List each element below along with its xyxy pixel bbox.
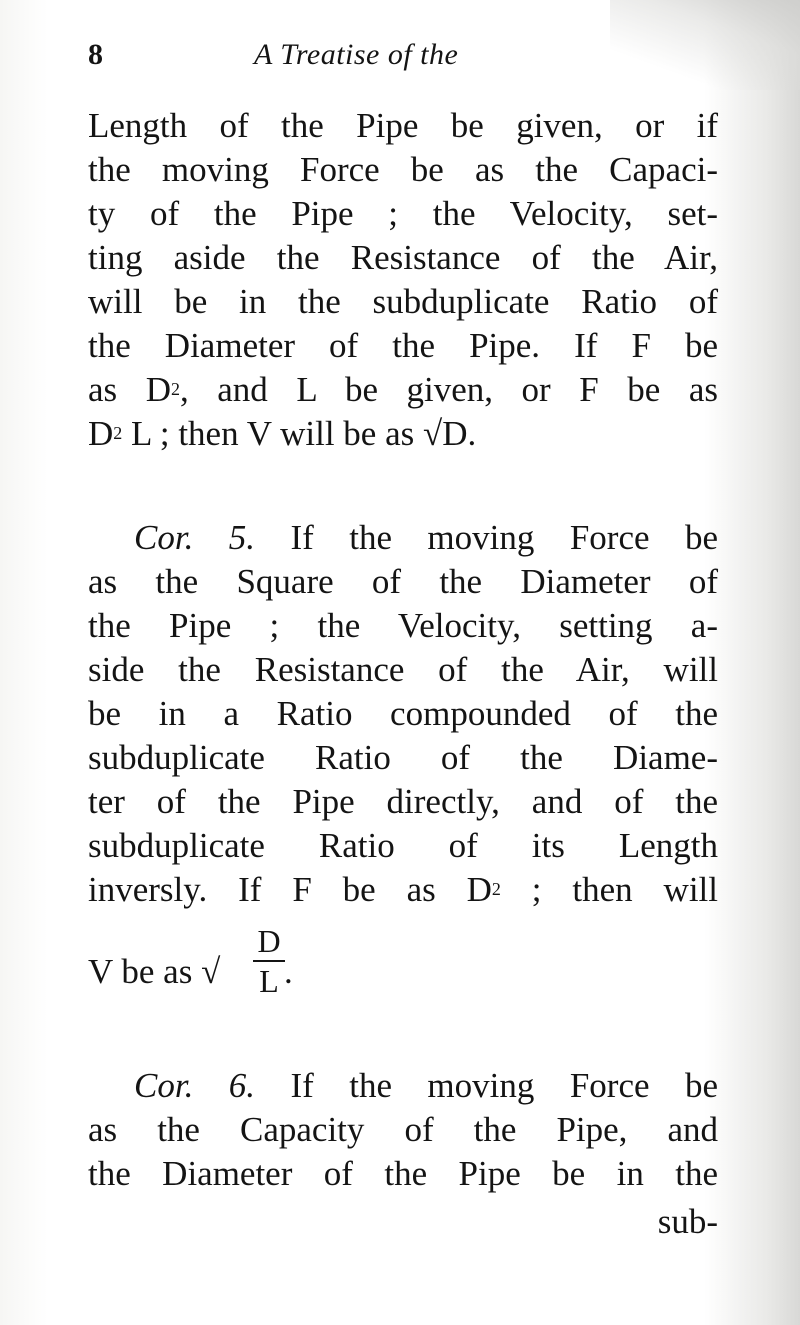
text-line: ting aside the Resistance of the Air, xyxy=(88,238,718,277)
superscript: 2 xyxy=(491,879,501,899)
page-number: 8 xyxy=(88,38,103,71)
text-line: Length of the Pipe be given, or if xyxy=(88,106,718,145)
text-segment: D xyxy=(88,414,114,453)
text-line: the moving Force be as the Capaci- xyxy=(88,150,718,189)
text-segment: as D xyxy=(88,370,171,409)
text-line: the Pipe ; the Velocity, setting a- xyxy=(88,606,718,645)
corollary-heading-line xyxy=(134,516,718,560)
text-line: as the Square of the Diameter of xyxy=(88,562,718,601)
formula-end: . xyxy=(284,952,293,991)
fraction-denominator: L xyxy=(259,963,279,999)
formula-lead: V be as √ xyxy=(88,952,221,991)
superscript: 2 xyxy=(170,379,180,399)
text-segment: If the moving Force be xyxy=(255,1066,718,1105)
text-line: as the Capacity of the Pipe, and xyxy=(88,1110,718,1149)
text-segment: inversly. If F be as D xyxy=(88,870,492,909)
text-line: ty of the Pipe ; the Velocity, set- xyxy=(88,194,718,233)
page-header xyxy=(88,38,748,78)
text-line xyxy=(88,412,476,456)
text-line: the Diameter of the Pipe be in the xyxy=(88,1154,718,1193)
text-line: be in a Ratio compounded of the xyxy=(88,694,718,733)
fraction-bar xyxy=(253,960,285,962)
text-segment: ; then will xyxy=(500,870,718,909)
text-line: will be in the subduplicate Ratio of xyxy=(88,282,718,321)
text-segment: L ; then V will be as √D. xyxy=(122,414,477,453)
corollary-label: Cor. 5. xyxy=(134,518,256,557)
fraction-numerator: D xyxy=(257,923,281,959)
text-line: subduplicate Ratio of its Length xyxy=(88,826,718,865)
text-line xyxy=(88,868,718,912)
corollary-label: Cor. 6. xyxy=(134,1066,256,1105)
superscript: 2 xyxy=(113,423,123,443)
text-line: the Diameter of the Pipe. If F be xyxy=(88,326,718,365)
fraction xyxy=(253,924,285,998)
running-title: A Treatise of the xyxy=(254,38,459,71)
corollary-heading-line xyxy=(134,1064,718,1108)
catchword: sub- xyxy=(657,1202,718,1241)
text-segment: , and L be given, or F be as xyxy=(179,370,718,409)
text-line: side the Resistance of the Air, will xyxy=(88,650,718,689)
text-segment: If the moving Force be xyxy=(255,518,718,557)
text-line xyxy=(88,368,718,412)
text-line: ter of the Pipe directly, and of the xyxy=(88,782,718,821)
text-line: subduplicate Ratio of the Diame- xyxy=(88,738,718,777)
